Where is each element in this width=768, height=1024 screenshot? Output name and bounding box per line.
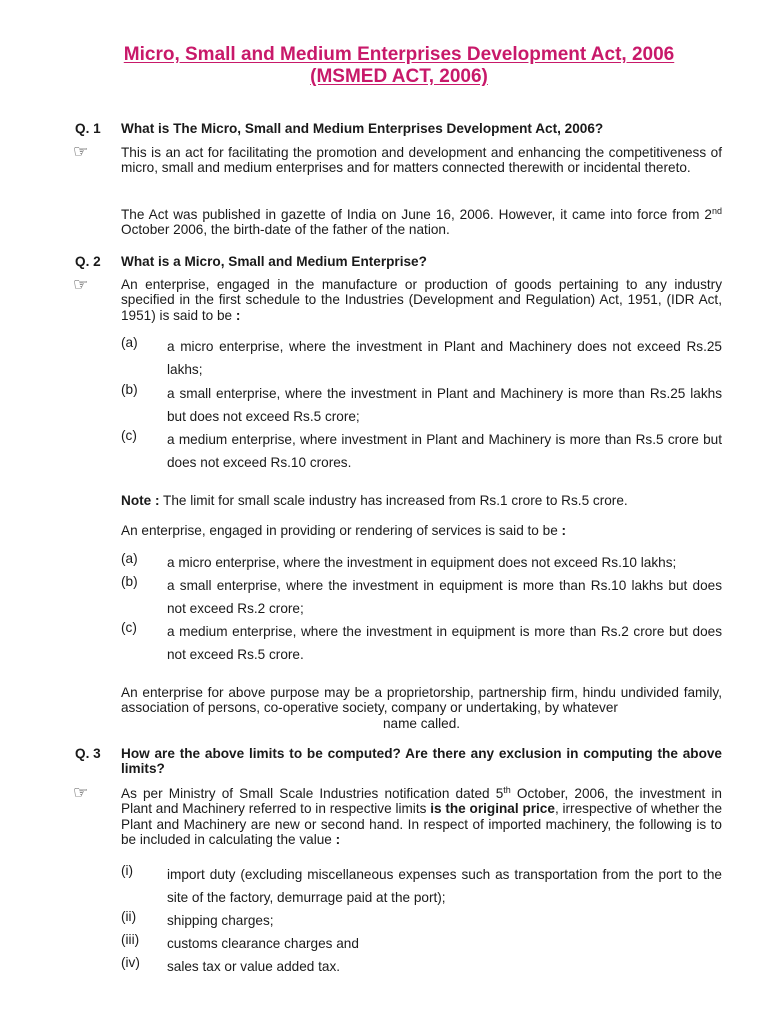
- q3-number: Q. 3: [75, 746, 101, 761]
- q1-answer-text-b: October 2006, the birth-date of the father of the nation.: [121, 222, 450, 238]
- services-intro-colon: :: [557, 523, 567, 538]
- manufacturing-item-label: (c): [121, 428, 137, 443]
- q1-answer-paragraph-2: [121, 207, 722, 238]
- manufacturing-item-label: (b): [121, 382, 138, 397]
- q2-intro-colon: :: [232, 307, 241, 323]
- manufacturing-item-text: a medium enterprise, where investment in Plant and Machinery is more than Rs.5 crore but does not exceed Rs.10 crores.: [167, 432, 722, 470]
- title-line-2: (MSMED ACT, 2006): [310, 66, 488, 87]
- q2-services-intro: [121, 523, 722, 538]
- q1-answer-text-a: The Act was published in gazette of India on June 16, 2006. However, it came into force from 2: [121, 207, 712, 222]
- services-item-text: a medium enterprise, where the investment in equipment is more than Rs.2 crore but does not exceed Rs.5 crore.: [167, 624, 722, 662]
- q2-closing-main: An enterprise for above purpose may be a proprietorship, partnership firm, hindu undivided family, association of persons, co-operative society, company or undertaking, by whatever: [121, 685, 722, 716]
- q1-question: What is The Micro, Small and Medium Enterprises Development Act, 2006?: [121, 121, 604, 136]
- services-item-text: a small enterprise, where the investment in equipment is more than Rs.10 lakhs but does not exceed Rs.2 crore;: [167, 578, 722, 616]
- q3-item-label: (ii): [121, 909, 137, 924]
- q3-item-text: customs clearance charges and: [167, 936, 359, 951]
- services-intro-text: An enterprise, engaged in providing or rendering of services is said to be: [121, 523, 558, 538]
- q1-number: Q. 1: [75, 121, 101, 136]
- note-text: The limit for small scale industry has increased from Rs.1 crore to Rs.5 crore.: [159, 493, 628, 508]
- document-title: [0, 44, 768, 88]
- q2-closing-last-line: name called.: [382, 715, 461, 731]
- q3-item-text: import duty (excluding miscellaneous expenses such as transportation from the port to the site of the factory, demurrage paid at the port);: [167, 867, 722, 905]
- q3-answer-text-b: October, 2006, the investment in Plant and Machinery referred to in respective limits: [121, 786, 722, 817]
- q3-item-text: sales tax or value added tax.: [167, 959, 341, 974]
- q2-intro-text: An enterprise, engaged in the manufacture or production of goods pertaining to any industry specified in the first schedule to the Industries (Development and Regulation) Act, 1951, (IDR Act, 1951) is said to be: [121, 277, 722, 323]
- q3-item-text: shipping charges;: [167, 913, 274, 928]
- q3-item-label: (iv): [121, 955, 140, 970]
- q3-answer-colon: :: [331, 832, 341, 848]
- pointing-hand-icon: ☞: [73, 142, 89, 161]
- q3-question: How are the above limits to be computed? Are there any exclusion in computing the above limits?: [121, 746, 722, 777]
- services-item-label: (a): [121, 551, 138, 566]
- services-item-label: (b): [121, 574, 138, 589]
- q1-answer-paragraph-1: This is an act for facilitating the promotion and development and enhancing the competitiveness of micro, small and medium enterprises and for matters connected therewith or incidental thereto.: [121, 145, 722, 176]
- pointing-hand-icon: ☞: [73, 783, 89, 802]
- services-item-label: (c): [121, 620, 137, 635]
- q3-answer-text-a: As per Ministry of Small Scale Industries notification dated 5: [121, 786, 504, 801]
- q2-intro: [121, 277, 722, 323]
- q3-item-label: (i): [121, 863, 134, 878]
- pointing-hand-icon: ☞: [73, 275, 89, 294]
- q3-answer-text-c: , irrespective of whether the Plant and Machinery are new or second hand. In respect of imported machinery, the following is to be included in calculating the value: [121, 801, 723, 848]
- q2-question: What is a Micro, Small and Medium Enterprise?: [121, 254, 427, 269]
- q2-closing-paragraph: [121, 685, 722, 731]
- q3-item-label: (iii): [121, 932, 140, 947]
- manufacturing-item-text: a small enterprise, where the investment in Plant and Machinery is more than Rs.25 lakhs but does not exceed Rs.5 crore;: [167, 386, 722, 424]
- title-line-1: Micro, Small and Medium Enterprises Development Act, 2006: [123, 44, 675, 65]
- q1-answer-superscript: nd: [711, 206, 722, 216]
- q3-answer: [121, 786, 722, 848]
- q3-answer-bold: is the original price: [430, 801, 555, 817]
- q2-note: [121, 493, 722, 508]
- manufacturing-item-text: a micro enterprise, where the investment in Plant and Machinery does not exceed Rs.25 lakhs;: [167, 339, 722, 377]
- q3-answer-superscript: th: [503, 785, 511, 795]
- q2-number: Q. 2: [75, 254, 101, 269]
- services-item-text: a micro enterprise, where the investment in equipment does not exceed Rs.10 lakhs;: [167, 555, 677, 570]
- note-label: Note :: [121, 493, 160, 508]
- manufacturing-item-label: (a): [121, 335, 138, 350]
